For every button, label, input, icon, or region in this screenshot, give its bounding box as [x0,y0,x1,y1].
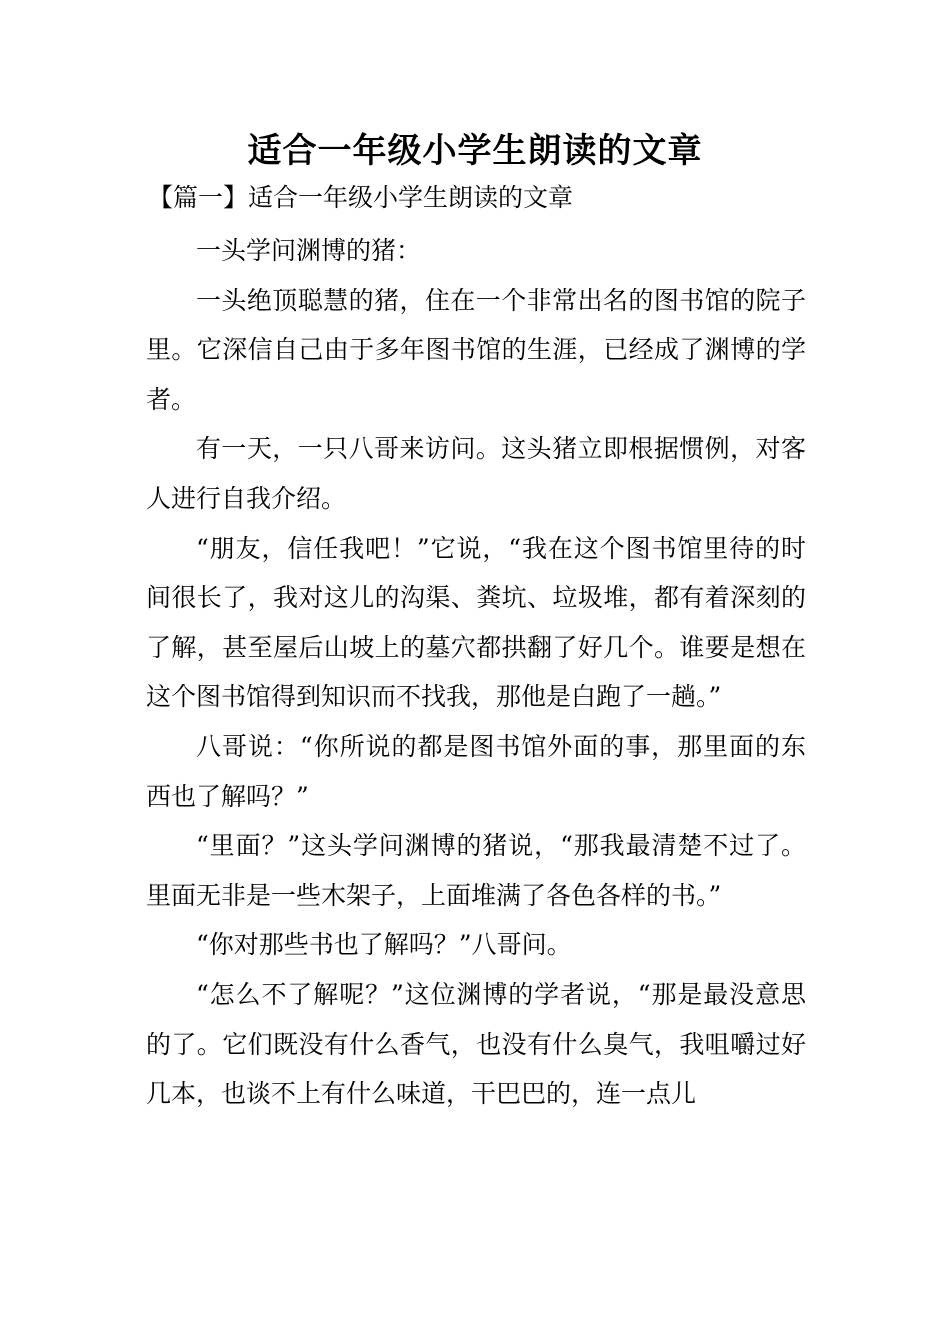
paragraph: 八哥说：“你所说的都是图书馆外面的事，那里面的东西也了解吗？” [146,731,806,811]
paragraph: “怎么不了解呢？”这位渊博的学者说，“那是最没意思的了。它们既没有什么香气，也没有什么臭气，我咀嚼过好几本，也谈不上有什么味道，干巴巴的，连一点儿 [146,979,806,1109]
paragraph: “你对那些书也了解吗？”八哥问。 [196,930,572,960]
paragraph: 一头学问渊博的猪： [196,236,422,265]
section-heading: 【篇一】适合一年级小学生朗读的文章 [148,183,574,212]
document-body [146,226,806,1119]
document-title: 适合一年级小学生朗读的文章 [247,131,703,171]
paragraph: “里面？”这头学问渊博的猪说，“那我最清楚不过了。里面无非是一些木架子，上面堆满了各色各样的书。” [146,831,806,910]
paragraph: 一头绝顶聪慧的猪，住在一个非常出名的图书馆的院子里。它深信自己由于多年图书馆的生涯，已经成了渊博的学者。 [146,285,806,414]
paragraph: 有一天，一只八哥来访问。这头猪立即根据惯例，对客人进行自我介绍。 [146,434,806,513]
paragraph: “朋友，信任我吧！”它说，“我在这个图书馆里待的时间很长了，我对这儿的沟渠、粪坑、垃圾堆，都有着深刻的了解，甚至屋后山坡上的墓穴都拱翻了好几个。谁要是想在这个图书馆得到知识而不找我，那他是白跑了一趟。” [146,533,806,712]
